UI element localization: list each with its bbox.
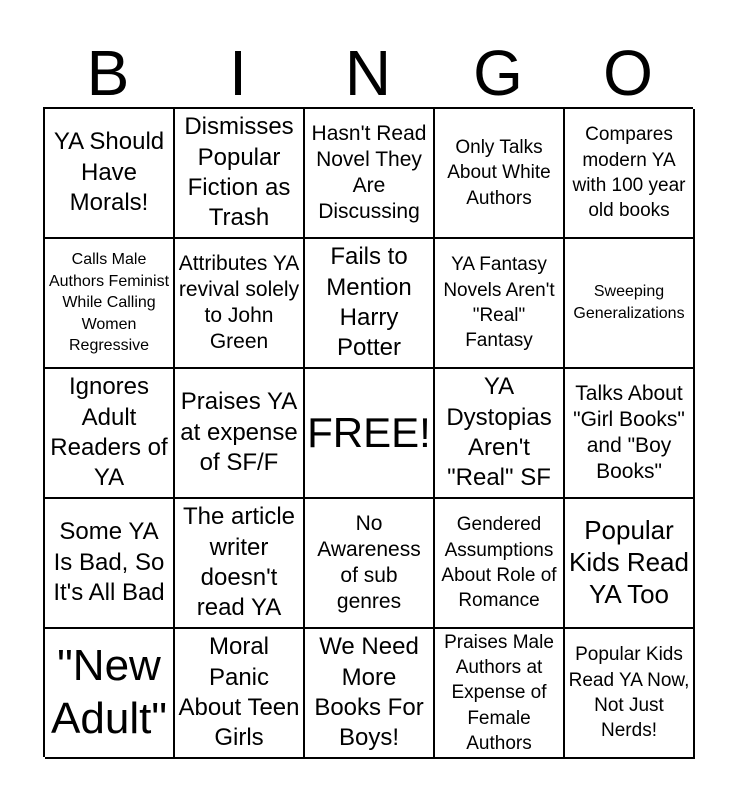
bingo-cell[interactable] — [565, 629, 695, 759]
bingo-cell[interactable] — [175, 629, 305, 759]
bingo-cell[interactable] — [435, 499, 565, 629]
bingo-cell[interactable] — [565, 239, 695, 369]
cell-text: Praises Male Authors at Expense of Female Authors — [444, 631, 554, 754]
bingo-cell[interactable] — [175, 369, 305, 499]
cell-text: Only Talks About White Authors — [447, 137, 551, 209]
cell-text: The article writer doesn't read YA — [182, 503, 296, 622]
cell-text: Moral Panic About Teen Girls — [178, 633, 300, 752]
cell-text: Gendered Assumptions About Role of Romance — [441, 514, 557, 612]
bingo-cell[interactable] — [175, 239, 305, 369]
header-letter-g: G — [473, 37, 523, 109]
bingo-cell[interactable] — [305, 499, 435, 629]
bingo-cell[interactable] — [435, 109, 565, 239]
cell-text: We Need More Books For Boys! — [314, 633, 424, 752]
bingo-cell[interactable] — [45, 499, 175, 629]
bingo-cell[interactable] — [435, 369, 565, 499]
cell-text: No Awareness of sub genres — [317, 511, 421, 614]
cell-text: Dismisses Popular Fiction as Trash — [184, 113, 294, 232]
bingo-cell[interactable] — [175, 109, 305, 239]
cell-text: Attributes YA revival solely to John Green — [178, 251, 300, 354]
bingo-cell[interactable] — [565, 499, 695, 629]
bingo-grid — [43, 107, 693, 757]
bingo-cell[interactable] — [435, 239, 565, 369]
cell-text: Sweeping Generalizations — [573, 283, 685, 322]
cell-text: Talks About "Girl Books" and "Boy Books" — [573, 381, 685, 484]
bingo-cell[interactable] — [45, 629, 175, 759]
bingo-cell[interactable] — [305, 109, 435, 239]
free-space-label: FREE! — [307, 409, 431, 456]
header-letter-b: B — [86, 37, 130, 109]
cell-text: Fails to Mention Harry Potter — [326, 243, 412, 362]
bingo-cell[interactable] — [435, 629, 565, 759]
header-letter-n: N — [344, 37, 392, 109]
bingo-cell[interactable] — [305, 239, 435, 369]
cell-text: Popular Kids Read YA Too — [569, 515, 689, 609]
cell-text: "New Adult" — [51, 641, 167, 743]
cell-text: Popular Kids Read YA Now, Not Just Nerds! — [568, 644, 690, 742]
cell-text: Hasn't Read Novel They Are Discussing — [311, 121, 427, 224]
cell-text: Some YA Is Bad, So It's All Bad — [53, 518, 165, 607]
cell-text: Compares modern YA with 100 year old books — [572, 124, 686, 222]
bingo-cell[interactable] — [305, 629, 435, 759]
bingo-cell[interactable] — [45, 109, 175, 239]
bingo-cell[interactable] — [565, 369, 695, 499]
header-letter-i: I — [229, 37, 247, 109]
cell-text: Calls Male Authors Feminist While Calling Women Regressive — [48, 251, 170, 355]
bingo-cell[interactable] — [45, 369, 175, 499]
cell-text: Ignores Adult Readers of YA — [50, 373, 168, 492]
cell-text: YA Fantasy Novels Aren't "Real" Fantasy — [443, 254, 555, 352]
bingo-cell[interactable] — [175, 499, 305, 629]
cell-text: YA Dystopias Aren't "Real" SF — [446, 373, 552, 492]
cell-text: Praises YA at expense of SF/F — [180, 388, 298, 477]
cell-text: YA Should Have Morals! — [53, 128, 165, 217]
bingo-cell[interactable] — [565, 109, 695, 239]
bingo-cell[interactable] — [45, 239, 175, 369]
bingo-header — [43, 38, 693, 108]
free-space-cell[interactable] — [305, 369, 435, 499]
header-letter-o: O — [603, 37, 653, 109]
